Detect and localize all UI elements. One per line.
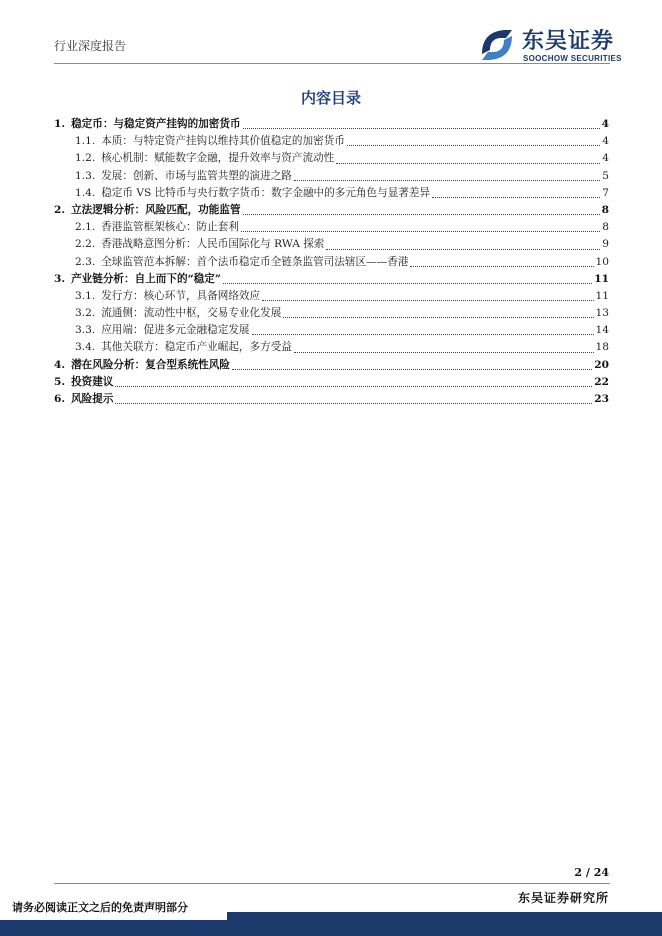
toc-dot-leader xyxy=(294,179,600,181)
toc-entry[interactable] xyxy=(54,271,609,288)
toc-dot-leader xyxy=(115,402,592,404)
toc-entry-title: 风险提示 xyxy=(71,393,114,405)
page-indicator: 2 / 24 xyxy=(574,866,609,879)
toc-dot-leader xyxy=(283,316,593,318)
toc-entry-title: 本质：与特定资产挂钩以维持其价值稳定的加密货币 xyxy=(101,135,345,148)
toc-entry-number: 5. xyxy=(54,375,66,388)
toc-dot-leader xyxy=(232,368,592,370)
toc-entry-number: 2.2. xyxy=(75,238,96,251)
toc-entry-page: 4 xyxy=(601,118,609,130)
toc-dot-leader xyxy=(326,248,600,250)
toc-entry-title: 核心机制：赋能数字金融，提升效率与资产流动性 xyxy=(101,152,335,165)
toc-entry[interactable] xyxy=(54,322,609,339)
toc-entry-page: 14 xyxy=(595,324,609,337)
toc-entry-page: 18 xyxy=(595,341,609,354)
toc-entry-title: 投资建议 xyxy=(71,375,114,388)
report-type-label: 行业深度报告 xyxy=(54,39,127,53)
toc-entry-title: 应用端：促进多元金融稳定发展 xyxy=(101,324,250,337)
toc-dot-leader xyxy=(432,196,600,198)
toc-entry[interactable] xyxy=(54,219,609,236)
toc-dot-leader xyxy=(336,162,600,164)
toc-entry-page: 23 xyxy=(594,393,609,405)
toc-entry-page: 13 xyxy=(595,307,609,320)
logo-english-name: SOOCHOW SECURITIES xyxy=(523,54,622,63)
toc-entry-number: 3. xyxy=(54,272,66,285)
toc-entry-number: 1.2. xyxy=(75,152,96,165)
toc-dot-leader xyxy=(243,127,600,129)
soochow-logo-mark-icon xyxy=(476,24,518,66)
toc-entry-title: 稳定币 VS 比特币与央行数字货币：数字金融中的多元角色与显著差异 xyxy=(101,186,431,199)
toc-entry-number: 2.3. xyxy=(75,255,96,268)
disclaimer-text: 请务必阅读正文之后的免责声明部分 xyxy=(12,901,188,914)
toc-entry[interactable] xyxy=(54,254,609,271)
toc-entry[interactable] xyxy=(54,133,609,150)
toc-dot-leader xyxy=(241,230,600,232)
toc-title: 内容目录 xyxy=(300,89,361,107)
header-divider xyxy=(54,63,610,64)
toc-entry-title: 香港战略意图分析：人民币国际化与 RWA 探索 xyxy=(101,238,325,251)
toc-entry[interactable] xyxy=(54,202,609,219)
toc-entry-number: 3.4. xyxy=(75,341,96,354)
toc-entry-number: 6. xyxy=(54,393,66,405)
toc-entry-number: 1.3. xyxy=(75,169,96,182)
toc-entry-page: 11 xyxy=(594,272,609,285)
toc-entry-title: 产业链分析：自上而下的“稳定” xyxy=(71,272,221,285)
toc-entry-number: 2.1. xyxy=(75,221,96,234)
toc-entry-title: 香港监管框架核心：防止套利 xyxy=(101,221,239,234)
toc-entry-title: 流通侧：流动性中枢，交易专业化发展 xyxy=(101,307,282,320)
toc-entry[interactable] xyxy=(54,116,609,133)
toc-entry-title: 其他关联方：稳定币产业崛起，多方受益 xyxy=(101,341,292,354)
toc-entry-page: 20 xyxy=(594,358,609,371)
toc-entry-page: 7 xyxy=(602,186,609,199)
toc-entry[interactable] xyxy=(54,339,609,356)
toc-entry-number: 4. xyxy=(54,358,66,371)
toc-entry-title: 立法逻辑分析：风险匹配，功能监管 xyxy=(71,203,241,216)
logo-chinese-name: 东吴证券 xyxy=(522,29,615,54)
toc-dot-leader xyxy=(252,333,594,335)
toc-entry[interactable] xyxy=(54,185,609,202)
toc-entry-page: 8 xyxy=(601,203,609,216)
toc-entry-number: 1.4. xyxy=(75,186,96,199)
soochow-logo xyxy=(476,24,626,66)
toc-entry-title: 潜在风险分析：复合型系统性风险 xyxy=(71,358,230,371)
toc-entry-number: 3.3. xyxy=(75,324,96,337)
toc-entry-title: 稳定币：与稳定资产挂钩的加密货币 xyxy=(71,118,241,130)
toc-entry-number: 3.1. xyxy=(75,289,96,302)
toc-entry[interactable] xyxy=(54,168,609,185)
toc-entry-page: 5 xyxy=(602,169,609,182)
toc-entry-page: 10 xyxy=(595,255,609,268)
toc-entry[interactable] xyxy=(54,357,609,374)
toc-entry[interactable] xyxy=(54,305,609,322)
toc-entry[interactable] xyxy=(54,150,609,167)
toc-entry[interactable] xyxy=(54,374,609,391)
toc-dot-leader xyxy=(243,213,600,215)
toc-entry-page: 8 xyxy=(602,221,609,234)
toc-entry-number: 3.2. xyxy=(75,307,96,320)
toc-entry[interactable] xyxy=(54,391,609,408)
toc-entry-page: 4 xyxy=(602,135,609,148)
toc-dot-leader xyxy=(262,299,593,301)
toc-entry-page: 22 xyxy=(594,375,609,388)
toc-entry-title: 发行方：核心环节，具备网络效应 xyxy=(101,289,261,302)
toc-dot-leader xyxy=(223,282,592,284)
footer-organization: 东吴证券研究所 xyxy=(517,891,609,905)
toc-entry-number: 1.1. xyxy=(75,135,96,148)
table-of-contents xyxy=(54,116,609,408)
toc-entry-page: 11 xyxy=(595,289,609,302)
toc-entry-page: 9 xyxy=(602,238,609,251)
toc-dot-leader xyxy=(410,265,593,267)
toc-entry-page: 4 xyxy=(602,152,609,165)
toc-entry-title: 全球监管范本拆解：首个法币稳定币全链条监管司法辖区——香港 xyxy=(101,255,409,268)
toc-entry-number: 2. xyxy=(54,203,66,216)
toc-entry-number: 1. xyxy=(54,118,66,130)
toc-dot-leader xyxy=(115,385,592,387)
toc-entry[interactable] xyxy=(54,236,609,253)
footer-divider xyxy=(54,883,610,884)
toc-entry[interactable] xyxy=(54,288,609,305)
toc-dot-leader xyxy=(347,144,600,146)
toc-entry-title: 发展：创新、市场与监管共塑的演进之路 xyxy=(101,169,292,182)
toc-dot-leader xyxy=(294,351,594,353)
